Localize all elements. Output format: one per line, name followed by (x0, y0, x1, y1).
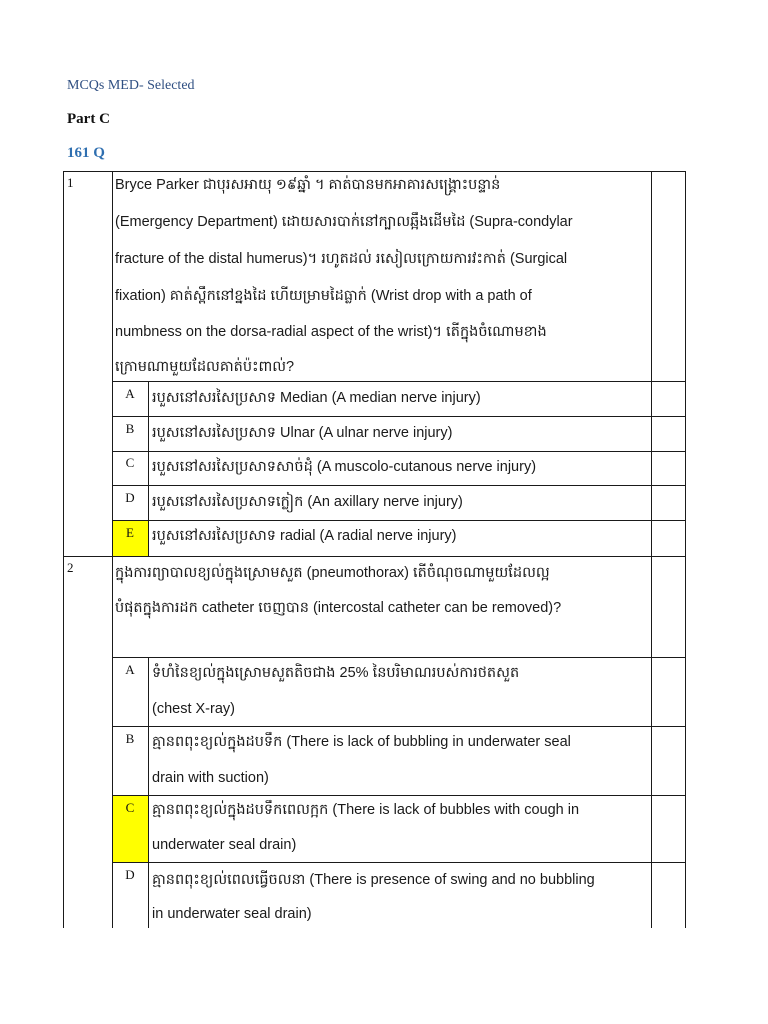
q1-options-top (112, 381, 686, 382)
option-text[interactable]: របួសនៅសរសៃប្រសាទសាច់ដុំ (A muscolo-cutanous nerve injury) (152, 459, 537, 475)
table-top-border (63, 171, 686, 172)
q1-row-divider (112, 485, 686, 486)
option-letter: E (126, 525, 134, 540)
question-stem-line: ក្រោមណាមួយដែលគាត់ប៉ះពាល់? (115, 359, 295, 375)
option-text[interactable]: របួសនៅសរសៃប្រសាទ Median (A median nerve injury) (152, 390, 481, 406)
q2-options-top (112, 657, 686, 658)
option-text[interactable]: របួសនៅសរសៃប្រសាទ Ulnar (A ulnar nerve injury) (152, 425, 453, 441)
question-count: 161 Q (67, 145, 105, 161)
q1-bottom (63, 556, 686, 557)
part-heading: Part C (67, 111, 110, 127)
option-text[interactable]: (chest X-ray) (152, 701, 235, 717)
table-left-border (63, 171, 64, 928)
q2-row-divider (112, 795, 686, 796)
document-title: MCQs MED- Selected (67, 78, 195, 93)
option-text[interactable]: in underwater seal drain) (152, 906, 312, 922)
option-text[interactable]: ទំហំនៃខ្យល់ក្នុងស្រោមសួតតិចជាង 25% នៃបរិមាណរបស់ការថតសួត (152, 665, 520, 681)
question-stem-line: fracture of the distal humerus)។ រហូតដល់ រសៀលក្រោយការវះកាត់ (Surgical (115, 251, 568, 267)
question-number: 2 (67, 560, 74, 575)
option-text[interactable]: គ្មានពពុះខ្យល់ក្នុងដបទឹក (There is lack of bubbling in underwater seal (152, 734, 571, 750)
question-stem-line: (Emergency Department) ដោយសារបាក់នៅក្បាលឆ្អឹងដើមដៃ (Supra-condylar (115, 214, 573, 230)
q1-letter-divider (148, 381, 149, 556)
option-text[interactable]: drain with suction) (152, 770, 269, 786)
q2-letter-divider (148, 657, 149, 928)
table-right-border (685, 171, 686, 928)
option-letter: A (125, 386, 135, 401)
option-letter: D (125, 867, 135, 882)
option-text[interactable]: underwater seal drain) (152, 837, 297, 853)
q1-row-divider (112, 520, 686, 521)
option-text[interactable]: គ្មានពពុះខ្យល់ក្នុងដបទឹកពេលក្អក (There is lack of bubbles with cough in (152, 802, 580, 818)
option-letter: C (125, 800, 135, 815)
option-letter: B (125, 421, 135, 436)
q1-row-divider (112, 451, 686, 452)
option-text[interactable]: គ្មានពពុះខ្យល់ពេលធ្វើចលនា (There is presence of swing and no bubbling (152, 872, 595, 888)
q2-row-divider (112, 862, 686, 863)
option-text[interactable]: របួសនៅសរសៃប្រសាទក្លៀក (An axillary nerve injury) (152, 494, 463, 510)
question-stem-line: Bryce Parker ជាបុរសអាយុ ១៩ឆ្នាំ ។ គាត់បានមកអាគារសង្គ្រោះបន្ទាន់ (115, 177, 501, 193)
option-letter: A (125, 662, 135, 677)
q2-row-divider (112, 726, 686, 727)
question-stem-line: numbness on the dorsa-radial aspect of the wrist)។ តើក្នុងចំណោមខាង (115, 324, 547, 340)
option-letter: B (125, 731, 135, 746)
option-letter: D (125, 490, 135, 505)
question-stem-line: ក្នុងការព្យាបាលខ្យល់ក្នុងស្រោមសួត (pneumothorax) តើចំណុចណាមួយដែលល្អ (115, 565, 550, 581)
option-letter: C (125, 455, 135, 470)
option-text[interactable]: របួសនៅសរសៃប្រសាទ radial (A radial nerve injury) (152, 528, 457, 544)
q1-row-divider (112, 416, 686, 417)
question-number: 1 (67, 175, 74, 190)
answer-column-divider (651, 171, 652, 928)
question-stem-line: fixation) គាត់ស្ពឹកនៅខ្នងដៃ ហើយម្រាមដៃធ្លាក់ (Wrist drop with a path of (115, 288, 532, 304)
question-stem-line: បំផុតក្នុងការដក catheter ចេញបាន (intercostal catheter can be removed)? (115, 600, 562, 616)
